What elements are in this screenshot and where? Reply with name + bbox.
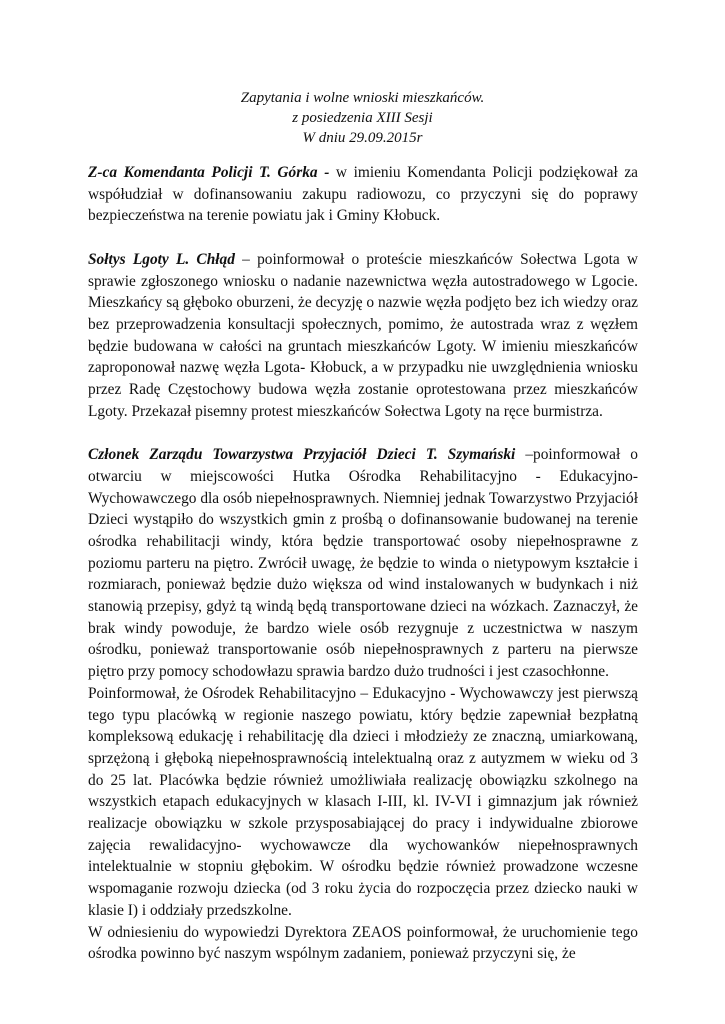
paragraph-text: –poinformował o otwarciu w miejscowości Hutka Ośrodka Rehabilitacyjno - Edukacyjno-Wychowawczego dla osób niepełnosprawnych. Niemniej jednak Towarzystwo Przyjaciół Dzieci wystąpiło do wszystkich gmin z prośbą o dofinansowanie budowanej na terenie ośrodka rehabilitacji windy, która będzie transportować osoby niepełnosprawne z poziomu parteru na piętro. Zwrócił uwagę, że będzie to winda o nietypowym kształcie i rozmiarach, ponieważ będzie dużo większa od wind instalowanych w budynkach i niż stanowią przepisy, gdyż tą windą będą transportowane dzieci na wózkach. Zaznaczył, że brak windy powoduje, że bardzo wiele osób rezygnuje z uczestnictwa w naszym ośrodku, ponieważ transportowanie osób niepełnosprawnych z parteru na pierwsze piętro przy pomocy schodowłazu sprawia bardzo dużo trudności i jest czasochłonne.	[88, 446, 638, 681]
document-header	[0, 88, 725, 148]
paragraph-text: – poinformował o proteście mieszkańców Sołectwa Lgota w sprawie zgłoszonego wniosku o nadanie nazewnictwa węzła autostradowego w Lgocie. Mieszkańcy są głęboko oburzeni, że decyzję o nazwie węzła podjęto bez ich wiedzy oraz bez przeprowadzenia konsultacji społecznych, pomimo, że autostrada wraz z węzłem będzie budowana w całości na gruntach mieszkańców Lgoty. W imieniu mieszkańców zaproponował nazwę węzła Lgota- Kłobuck, a w przypadku nie uwzględnienia wniosku przez Radę Częstochowy budowa węzła zostanie oprotestowana przez mieszkańców Lgoty. Przekazał pisemny protest mieszkańców Sołectwa Lgoty na ręce burmistrza.	[88, 250, 639, 420]
header-session: z posiedzenia XIII Sesji	[292, 110, 433, 126]
paragraph-zeaos	[88, 922, 638, 965]
speaker-name: Sołtys Lgoty L. Chłąd	[88, 250, 235, 268]
paragraph-text: W odniesieniu do wypowiedzi Dyrektora ZEAOS poinformował, że uruchomienie tego ośrodka powinno być naszym wspólnym zadaniem, ponieważ przyczyni się, że	[88, 923, 638, 963]
paragraph-tpd	[88, 444, 638, 683]
speaker-name: Z-ca Komendanta Policji T. Górka -	[88, 164, 330, 181]
paragraph-text: Poinformował, że Ośrodek Rehabilitacyjno – Edukacyjno - Wychowawczy jest pierwszą tego typu placówką w regionie naszego powiatu, który będzie zapewniał bezpłatną kompleksową edukację i rehabilitację dla dzieci i młodzieży ze znaczną, umiarkowaną, sprzężoną i głęboką niepełnosprawnością intelektualną oraz z autyzmem w wieku od 3 do 25 lat. Placówka będzie również umożliwiała realizację obowiązku szkolnego na wszystkich etapach edukacyjnych w klasach I-III, kl. IV-VI i gimnazjum jak również realizacje obowiązku w szkole przysposabiającej do pracy i indywidualne zbiorowe zajęcia rewalidacyjno- wychowawcze dla wychowanków niepełnosprawnych intelektualnie w stopniu głębokim. W ośrodku będzie również prowadzone wczesne wspomaganie rozwoju dziecka (od 3 roku życia do rozpoczęcia przez dziecko nauki w klasie I) i oddziały przedszkolne.	[88, 684, 638, 919]
speaker-name: Członek Zarządu Towarzystwa Przyjaciół Dzieci T. Szymański	[88, 446, 516, 464]
paragraph-soltys	[88, 249, 638, 423]
paragraph-text: w imieniu Komendanta Policji podziękował za współudział w dofinansowaniu zakupu radiowozu, co przyczyni się do poprawy bezpieczeństwa na terenie powiatu jak i Gminy Kłobuck.	[88, 164, 638, 225]
paragraph-police	[88, 162, 638, 227]
document-body	[88, 162, 638, 965]
paragraph-osrodek	[88, 683, 638, 922]
header-date: W dniu 29.09.2015r	[302, 130, 423, 146]
header-title: Zapytania i wolne wnioski mieszkańców.	[240, 90, 485, 106]
